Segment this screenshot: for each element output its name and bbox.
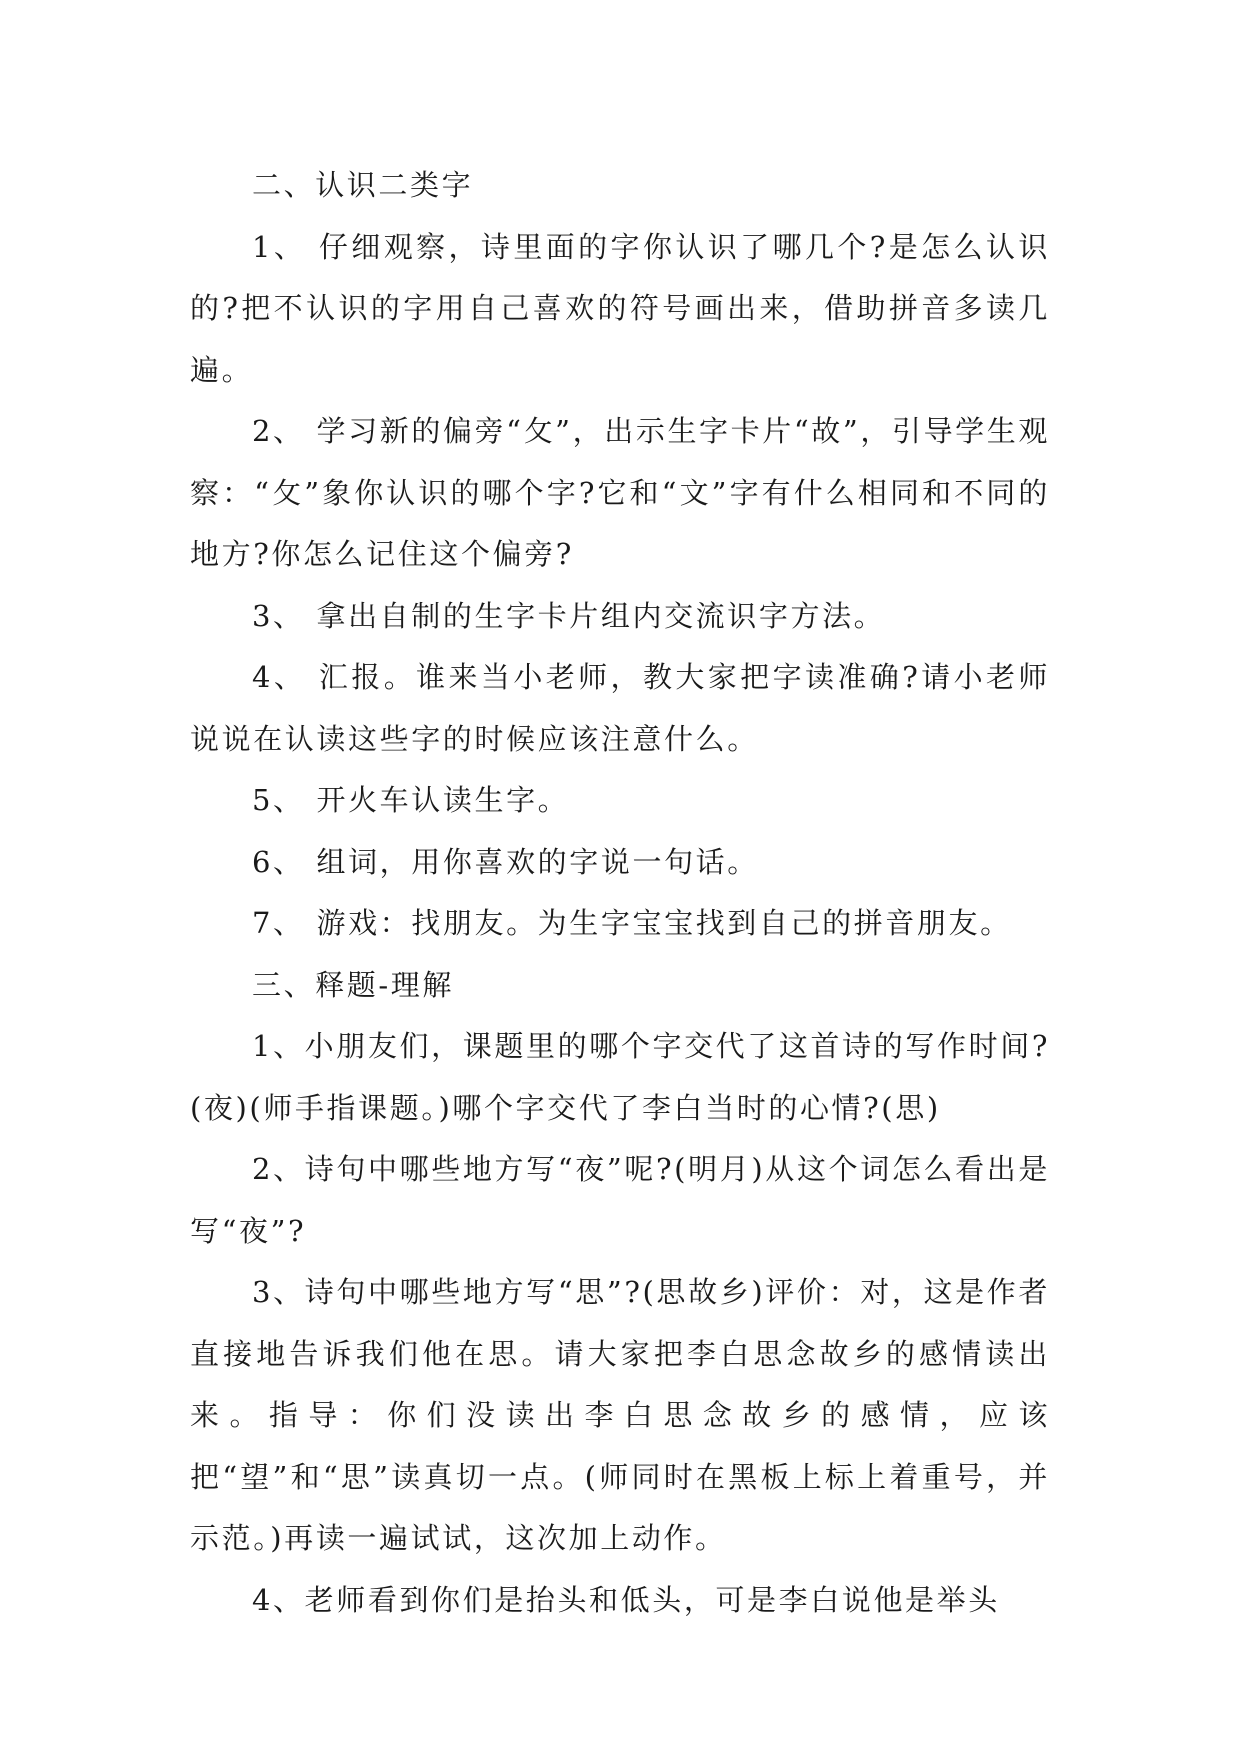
list-item-7: 7、 游戏：找朋友。为生字宝宝找到自己的拼音朋友。 [252, 906, 1012, 940]
list-item-3b: 3、诗句中哪些地方写“思”?(思故乡)评价：对，这是作者直接地告诉我们他在思。请大家把李白思念故乡的感情读出来。指导：你们没读出李白思念故乡的感情，应该把“望”和“思”读真切一点。(师同时在黑板上标上着重号，并示范。)再读一遍试试，这次加上动作。 [190, 1275, 1050, 1555]
list-item-4b: 4、老师看到你们是抬头和低头，可是李白说他是举头 [252, 1582, 1000, 1617]
list-item-1b: 1、小朋友们，课题里的哪个字交代了这首诗的写作时间?(夜)(师手指课题。)哪个字交代了李白当时的心情?(思) [190, 1029, 1050, 1125]
list-item-2b: 2、诗句中哪些地方写“夜”呢?(明月)从这个词怎么看出是写“夜”? [190, 1152, 1050, 1248]
list-item-6: 6、 组词，用你喜欢的字说一句话。 [252, 844, 759, 879]
document-body [190, 155, 1050, 1631]
list-item-1: 1、 仔细观察，诗里面的字你认识了哪几个?是怎么认识的?把不认识的字用自己喜欢的符号画出来，借助拼音多读几遍。 [190, 229, 1050, 387]
list-item-3: 3、 拿出自制的生字卡片组内交流识字方法。 [252, 598, 886, 633]
section-heading-2: 二、认识二类字 [252, 168, 474, 202]
list-item-4: 4、 汇报。谁来当小老师，教大家把字读准确?请小老师说说在认读这些字的时候应该注意什么。 [190, 660, 1050, 756]
list-item-5: 5、 开火车认读生字。 [252, 783, 570, 817]
list-item-2: 2、 学习新的偏旁“攵”，出示生字卡片“故”，引导学生观察：“攵”象你认识的哪个字?它和“文”字有什么相同和不同的地方?你怎么记住这个偏旁? [190, 414, 1050, 571]
section-heading-3: 三、释题-理解 [252, 967, 454, 1002]
